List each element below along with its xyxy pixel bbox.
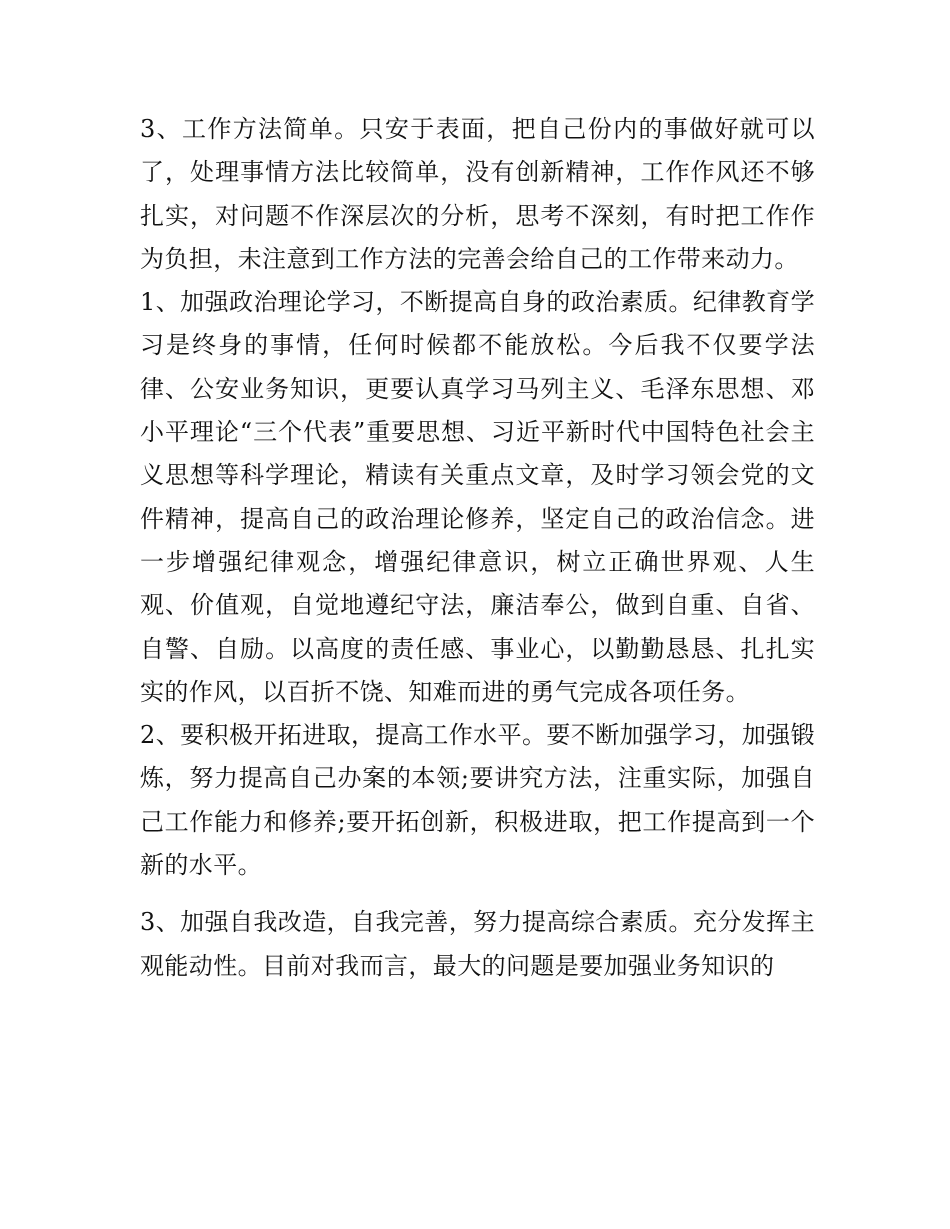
paragraph-work-method: 3、工作方法简单。只安于表面，把自己份内的事做好就可以了，处理事情方法比较简单，没有创新精神，工作作风还不够扎实，对问题不作深层次的分析，思考不深刻，有时把工作作为负担，未注意到工作方法的完善会给自己的工作带来动力。 <box>140 115 815 273</box>
paragraph-political-study: 1、加强政治理论学习，不断提高自身的政治素质。纪律教育学习是终身的事情，任何时候都不能放松。今后我不仅要学法律、公安业务知识，更要认真学习马列主义、毛泽东思想、邓小平理论“三个代表”重要思想、习近平新时代中国特色社会主义思想等科学理论，精读有关重点文章，及时学习领会党的文件精神，提高自己的政治理论修养，坚定自己的政治信念。进一步增强纪律观念，增强纪律意识，树立正确世界观、人生观、价值观，自觉地遵纪守法，廉洁奉公，做到自重、自省、自警、自励。以高度的责任感、事业心，以勤勤恳恳、扎扎实实的作风，以百折不饶、知难而进的勇气完成各项任务。 <box>140 288 815 706</box>
paragraph-work-level: 2、要积极开拓进取，提高工作水平。要不断加强学习，加强锻炼，努力提高自己办案的本领;要讲究方法，注重实际，加强自己工作能力和修养;要开拓创新，积极进取，把工作提高到一个新的水平。 <box>140 721 815 880</box>
document-body <box>140 108 815 988</box>
paragraph-self-improvement: 3、加强自我改造，自我完善，努力提高综合素质。充分发挥主观能动性。目前对我而言，最大的问题是要加强业务知识的 <box>140 908 815 980</box>
